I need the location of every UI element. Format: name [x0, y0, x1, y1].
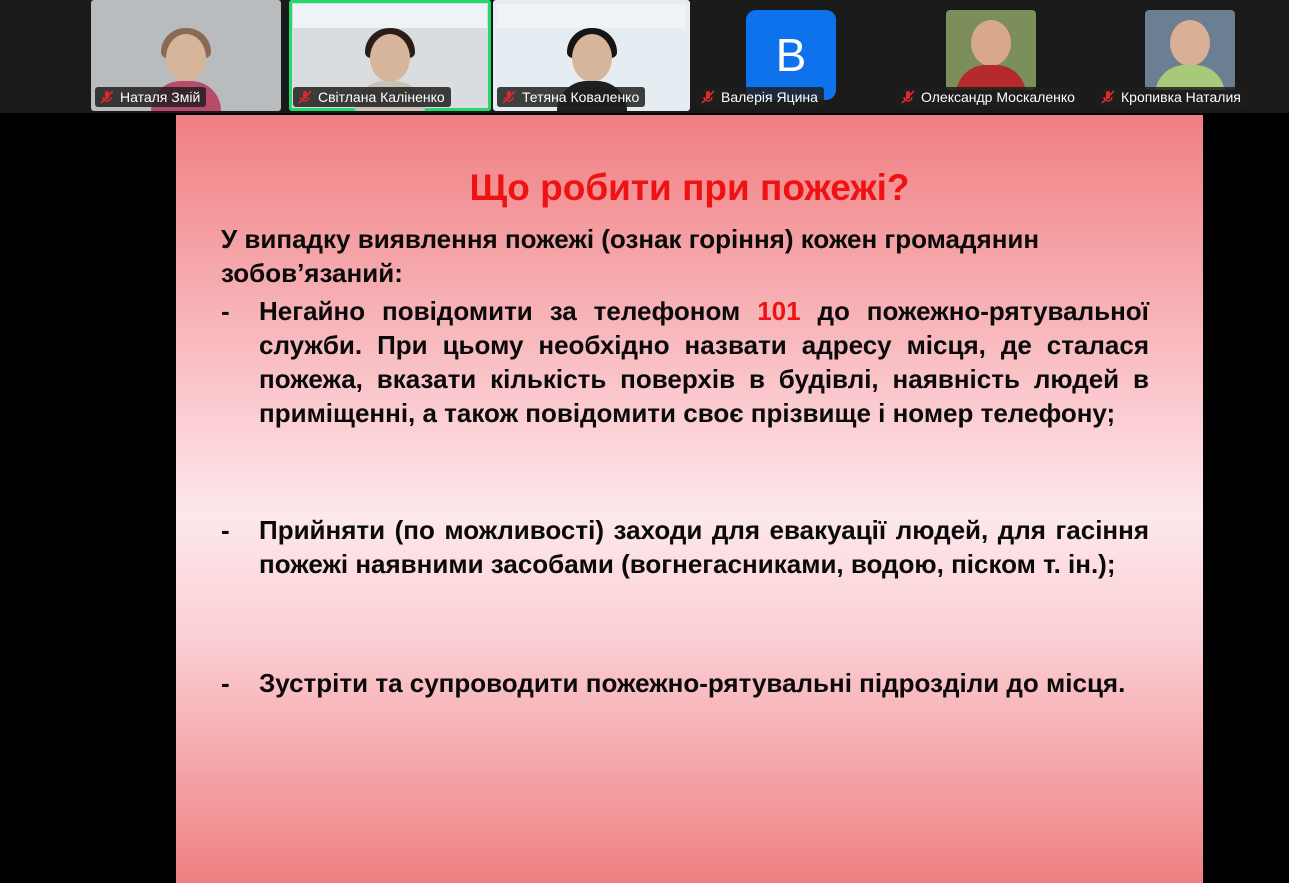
bullet-text — [259, 294, 1149, 430]
bullet-dash: - — [221, 515, 230, 545]
slide-bullet — [221, 666, 1149, 700]
slide-intro: У випадку виявлення пожежі (ознак горіння) кожен громадянин зобов’язаний: — [221, 224, 1040, 288]
bullet-dash: - — [221, 296, 230, 326]
slide-title: Що робити при пожежі? — [469, 167, 910, 208]
slide-bullet — [221, 294, 1149, 430]
bullet-text-part: до пожежно-рятувальної служби. При цьому необхідно назвати адресу місця, де сталася пожежа, вказати кількість поверхів в будівлі, наявність людей в приміщенні, а також повідомити своє прізвище і номер телефону; — [259, 296, 1149, 428]
bullet-text: Зустріти та супроводити пожежно-рятувальні підрозділи до місця. — [259, 668, 1126, 698]
participant-tile[interactable] — [692, 0, 890, 111]
participant-name: Наталя Змій — [120, 89, 201, 105]
bullet-dash: - — [221, 668, 230, 698]
background-banner — [497, 4, 686, 28]
participant-name-bar — [497, 87, 645, 107]
muted-mic-icon — [501, 89, 517, 105]
muted-mic-icon — [700, 89, 716, 105]
participant-name-bar — [896, 87, 1081, 107]
participant-tile[interactable] — [493, 0, 690, 111]
slide-bullet — [221, 513, 1149, 581]
participant-tile[interactable] — [892, 0, 1090, 111]
participant-name-bar — [696, 87, 824, 107]
participant-tile[interactable] — [91, 0, 281, 111]
muted-mic-icon — [900, 89, 916, 105]
participant-name: Тетяна Коваленко — [522, 89, 640, 105]
participant-video — [946, 10, 1036, 90]
participant-name: Кропивка Наталия — [1121, 89, 1241, 105]
muted-mic-icon — [297, 89, 313, 105]
participant-name-bar — [1096, 87, 1247, 107]
participant-name: Світлана Каліненко — [318, 89, 445, 105]
participant-tile[interactable] — [1092, 0, 1288, 111]
participant-name-bar — [95, 87, 206, 107]
muted-mic-icon — [99, 89, 115, 105]
background-banner — [293, 4, 487, 28]
emergency-number: 101 — [757, 296, 801, 326]
participant-name: Валерія Яцина — [721, 89, 818, 105]
avatar: В — [746, 10, 836, 100]
participant-name-bar — [293, 87, 451, 107]
muted-mic-icon — [1100, 89, 1116, 105]
bullet-text-part: Негайно повідомити за телефоном — [259, 296, 758, 326]
participant-name: Олександр Москаленко — [921, 89, 1075, 105]
shared-screen-slide — [176, 115, 1203, 883]
participant-strip — [0, 0, 1289, 113]
bullet-text: Прийняти (по можливості) заходи для евакуації людей, для гасіння пожежі наявними засобами (вогнегасниками, водою, піском т. ін.); — [259, 515, 1149, 579]
participant-video — [1145, 10, 1235, 90]
participant-tile-active[interactable] — [289, 0, 491, 111]
